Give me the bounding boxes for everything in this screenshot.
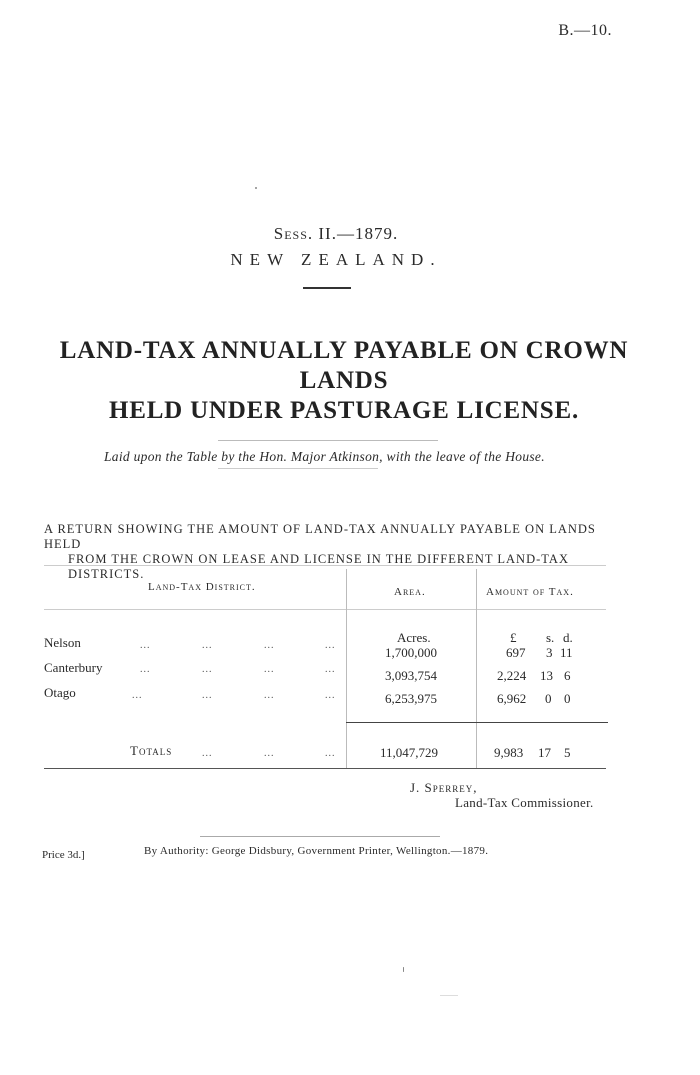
leader-dots: ... xyxy=(202,748,213,759)
row-pounds: 2,224 xyxy=(497,668,527,683)
totals-rule xyxy=(346,722,608,723)
leader-dots: ... xyxy=(325,640,336,651)
row-area: 3,093,754 xyxy=(385,668,437,683)
leader-dots: ... xyxy=(140,640,151,651)
row-district: Nelson xyxy=(44,635,81,650)
totals-pence: 5 xyxy=(564,745,571,760)
leader-dots: ... xyxy=(140,664,151,675)
return-line-2: FROM THE CROWN ON LEASE AND LICENSE IN THE DIFFERENT LAND-TAX DISTRICTS. xyxy=(68,552,569,581)
row-area: 1,700,000 xyxy=(385,645,437,660)
leader-dots: ... xyxy=(325,748,336,759)
document-title xyxy=(24,336,664,426)
page-reference: B.—10. xyxy=(558,22,612,39)
unit-pence: d. xyxy=(563,630,573,645)
row-pence: 11 xyxy=(560,645,573,660)
table-top-rule xyxy=(44,565,606,566)
unit-pounds: £ xyxy=(510,630,517,645)
row-pounds: 697 xyxy=(506,645,526,660)
leader-dots: ... xyxy=(202,690,213,701)
totals-area: 11,047,729 xyxy=(380,745,439,760)
ink-mark xyxy=(440,995,458,996)
leader-dots: ... xyxy=(264,664,275,675)
header-district: Land-Tax District. xyxy=(148,581,256,593)
signatory-title: Land-Tax Commissioner. xyxy=(455,795,594,810)
laid-note-rule-top xyxy=(218,440,438,441)
totals-label: Totals xyxy=(130,743,173,758)
leader-dots: ... xyxy=(325,664,336,675)
unit-acres: Acres. xyxy=(397,630,431,645)
leader-dots: ... xyxy=(264,640,275,651)
country-heading: NEW ZEALAND. xyxy=(230,250,442,269)
session-line: Sess. II.—1879. xyxy=(273,224,399,243)
return-line-1: A RETURN SHOWING THE AMOUNT OF LAND-TAX ANNUALLY PAYABLE ON LANDS HELD xyxy=(44,522,596,551)
totals-pounds: 9,983 xyxy=(494,745,524,760)
row-pence: 6 xyxy=(564,668,571,683)
leader-dots: ... xyxy=(132,690,143,701)
row-shillings: 13 xyxy=(540,668,553,683)
leader-dots: ... xyxy=(264,690,275,701)
ink-speck xyxy=(403,967,404,972)
title-line-1: LAND-TAX ANNUALLY PAYABLE ON CROWN LANDS xyxy=(59,337,629,394)
row-shillings: 0 xyxy=(545,691,552,706)
printer-authority: By Authority: George Didsbury, Government Printer, Wellington.—1879. xyxy=(144,845,489,857)
price-note: Price 3d.] xyxy=(42,849,85,861)
return-description xyxy=(44,522,624,582)
laid-upon-table-note: Laid upon the Table by the Hon. Major Atkinson, with the leave of the House. xyxy=(104,449,545,464)
row-district: Canterbury xyxy=(44,660,103,675)
table-column-rule-2 xyxy=(476,569,477,769)
authority-rule xyxy=(200,836,440,837)
table-bottom-rule xyxy=(44,768,606,769)
header-tax: Amount of Tax. xyxy=(486,586,574,598)
row-district: Otago xyxy=(44,685,76,700)
table-header-rule xyxy=(44,609,606,610)
row-shillings: 3 xyxy=(546,645,553,660)
leader-dots: ... xyxy=(202,640,213,651)
signatory-name: J. Sperrey, xyxy=(410,780,478,795)
leader-dots: ... xyxy=(202,664,213,675)
leader-dots: ... xyxy=(325,690,336,701)
heading-divider xyxy=(303,287,351,289)
row-area: 6,253,975 xyxy=(385,691,437,706)
row-pence: 0 xyxy=(564,691,571,706)
ink-speck xyxy=(255,187,257,189)
totals-shillings: 17 xyxy=(538,745,551,760)
header-area: Area. xyxy=(394,586,426,598)
leader-dots: ... xyxy=(264,748,275,759)
table-column-rule-1 xyxy=(346,569,347,769)
title-line-2: HELD UNDER PASTURAGE LICENSE. xyxy=(108,397,580,424)
laid-note-rule-bottom xyxy=(218,468,378,469)
row-pounds: 6,962 xyxy=(497,691,527,706)
unit-shillings: s. xyxy=(546,630,555,645)
